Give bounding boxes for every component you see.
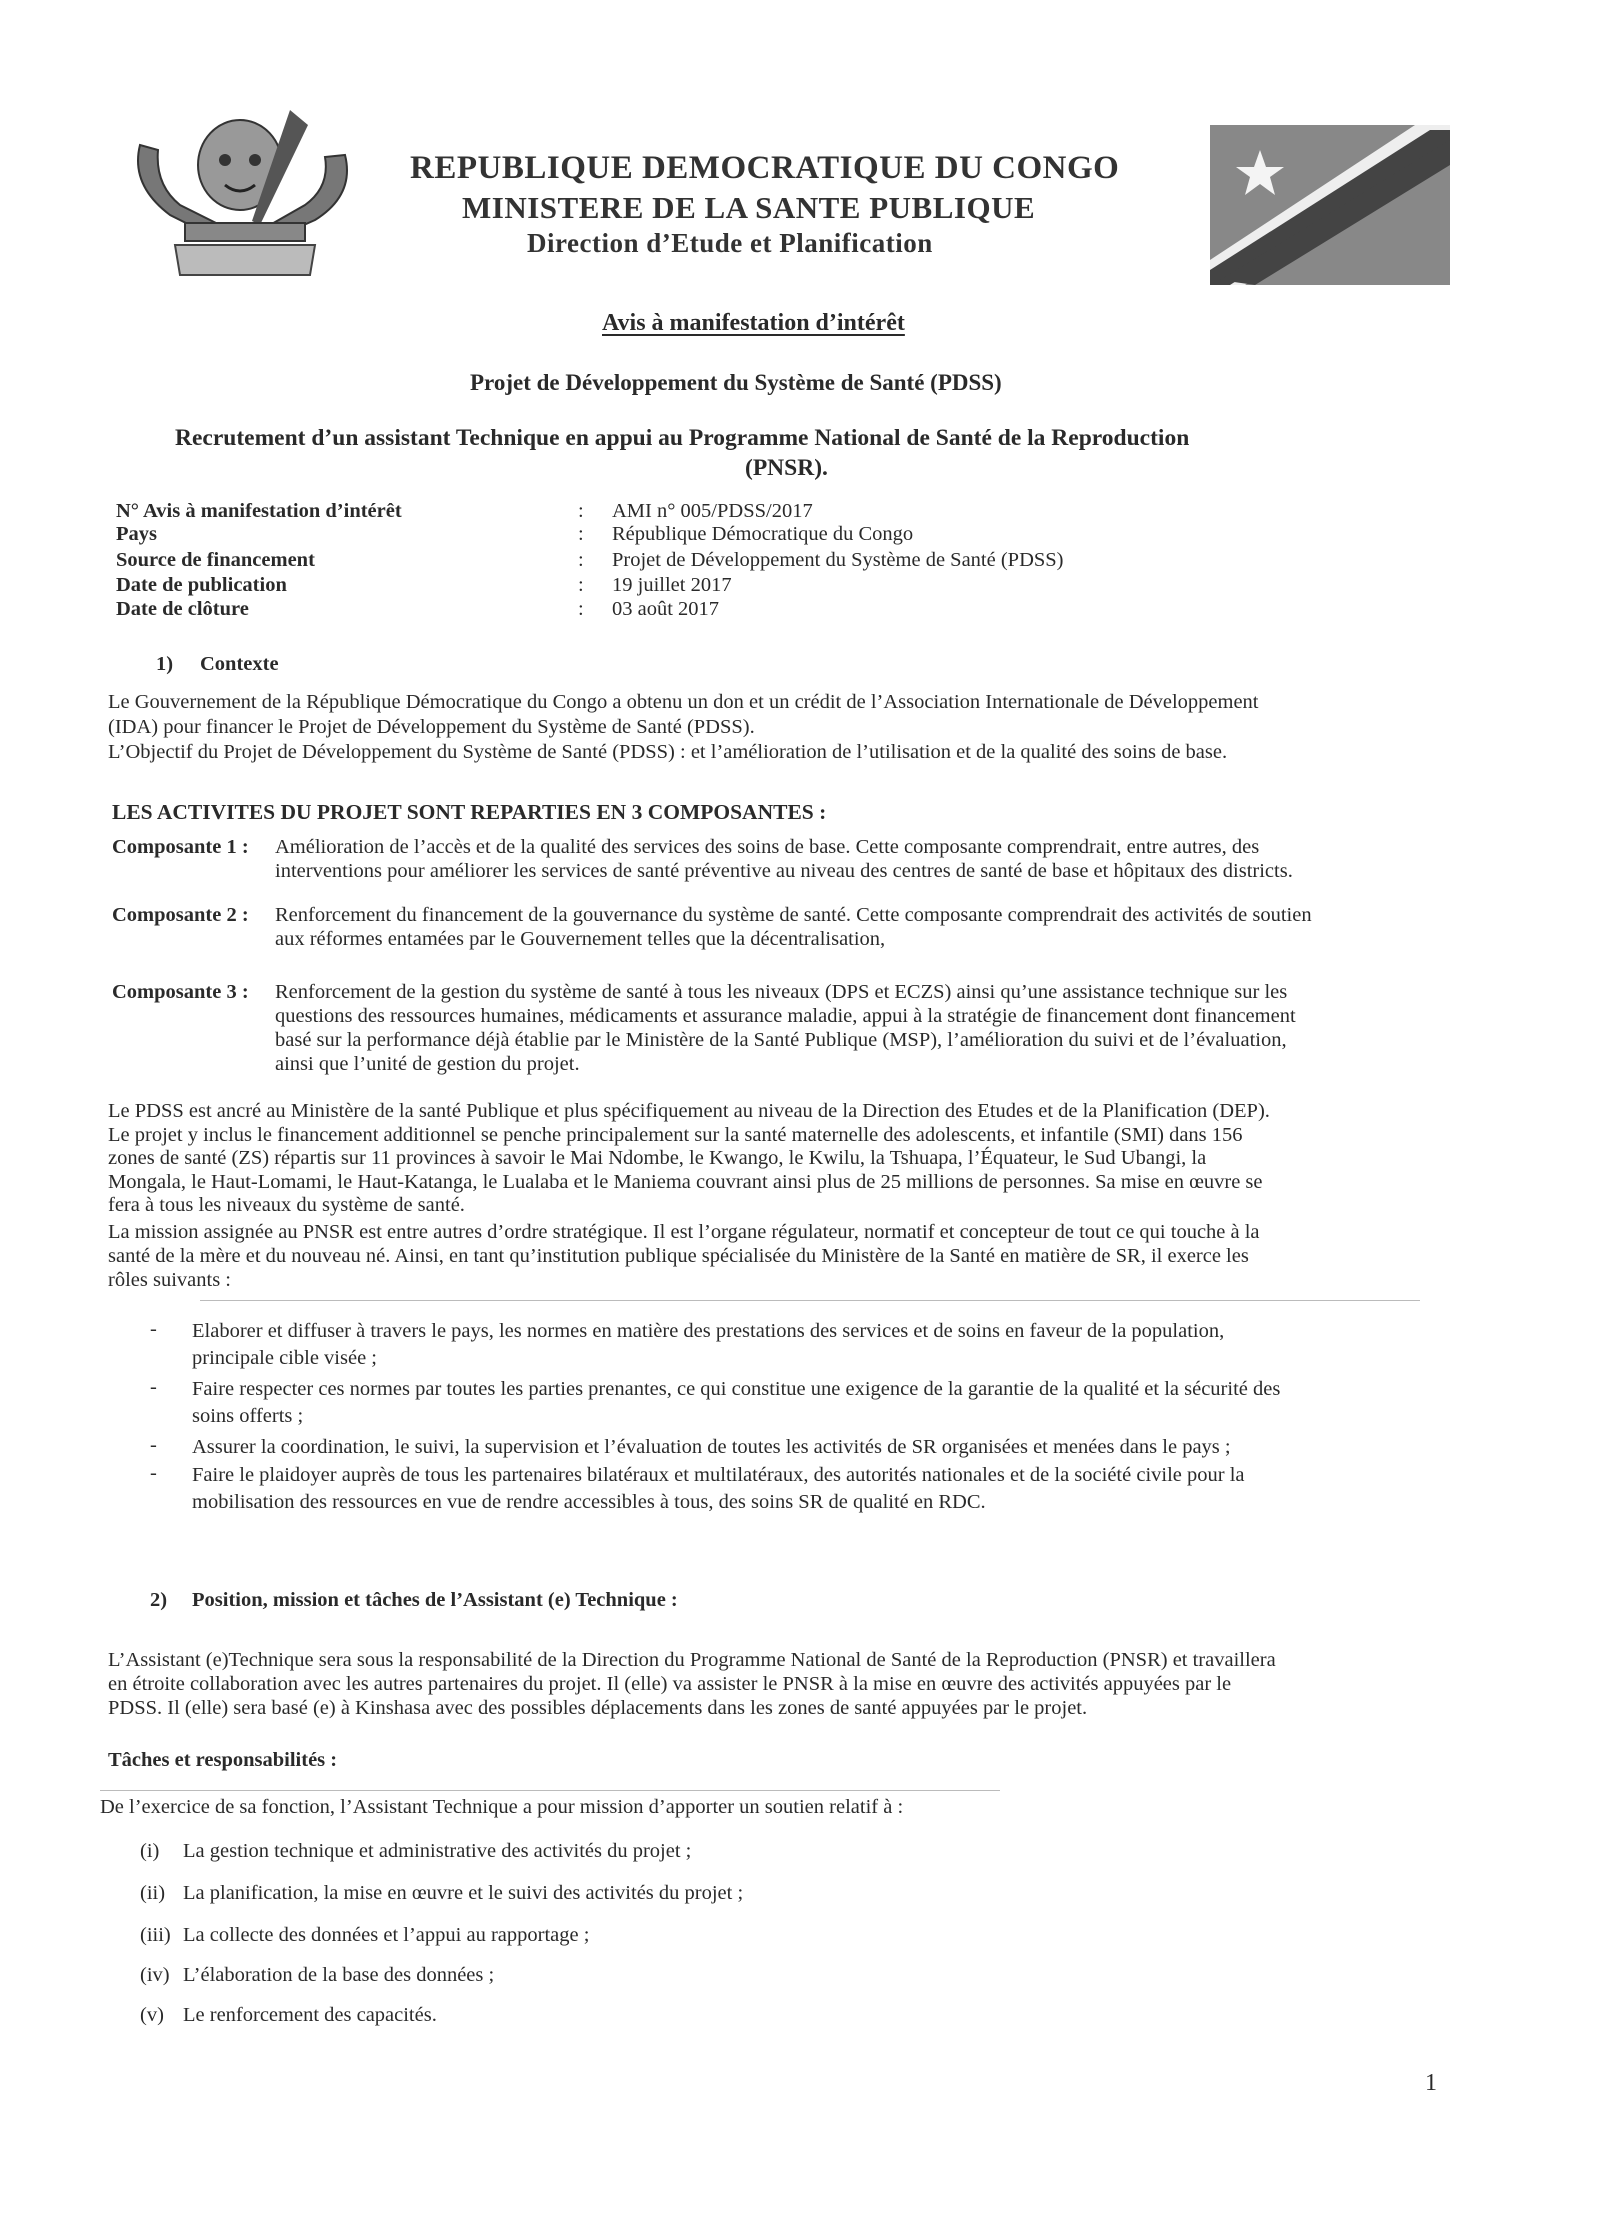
mission-line: rôles suivants : xyxy=(108,1269,231,1291)
component-label: Composante 2 : xyxy=(112,904,249,926)
header-country: REPUBLIQUE DEMOCRATIQUE DU CONGO xyxy=(410,150,1120,186)
bullet-dash: - xyxy=(150,1318,157,1340)
activities-heading: LES ACTIVITES DU PROJET SONT REPARTIES EN 3 COMPOSANTES : xyxy=(112,800,827,824)
drc-flag-icon xyxy=(1210,125,1450,285)
component-line: questions des ressources humaines, médicaments et assurance maladie, appui à la stratégie de financement dont financement xyxy=(275,1005,1296,1027)
info-colon: : xyxy=(578,523,584,545)
bullet-dash: - xyxy=(150,1462,157,1484)
task-text: La collecte des données et l’appui au rapportage ; xyxy=(183,1924,590,1946)
task-text: La gestion technique et administrative des activités du projet ; xyxy=(183,1840,692,1862)
task-number: (iii) xyxy=(140,1924,171,1946)
bullet-line: Faire le plaidoyer auprès de tous les partenaires bilatéraux et multilatéraux, des autorités nationales et de la société civile pour la xyxy=(192,1464,1245,1486)
bullet-item xyxy=(192,1318,1407,1372)
component-line: Amélioration de l’accès et de la qualité des services des soins de base. Cette composante comprendrait, entre autres, des xyxy=(275,836,1260,858)
page-number: 1 xyxy=(1425,2070,1437,2096)
mission-line: La mission assignée au PNSR est entre autres d’ordre stratégique. Il est l’organe régulateur, normatif et concepteur de tout ce qui touche à la xyxy=(108,1221,1260,1243)
bullet-line: Elaborer et diffuser à travers le pays, les normes en matière des prestations des services et de soins en faveur de la population, xyxy=(192,1320,1225,1342)
position-line: PDSS. Il (elle) sera basé (e) à Kinshasa avec des possibles déplacements dans les zones de santé appuyées par le projet. xyxy=(108,1697,1088,1719)
task-number: (iv) xyxy=(140,1964,170,1986)
pdss-paragraph xyxy=(108,1100,1408,1218)
position-paragraph xyxy=(108,1648,1408,1720)
bullet-line: mobilisation des ressources en vue de rendre accessibles à tous, des soins SR de qualité en RDC. xyxy=(192,1491,986,1513)
info-label: Date de publication xyxy=(116,574,287,596)
task-text: Le renforcement des capacités. xyxy=(183,2004,437,2026)
mission-paragraph xyxy=(108,1220,1408,1292)
pdss-line: zones de santé (ZS) répartis sur 11 provinces à savoir le Mai Ndombe, le Kwango, le Kwilu, la Tshuapa, l’Équateur, le Sud Ubangi, la xyxy=(108,1147,1207,1169)
pdss-line: Le PDSS est ancré au Ministère de la santé Publique et plus spécifiquement au niveau de la Direction des Etudes et de la Planification (DEP). xyxy=(108,1100,1270,1122)
bullet-line: principale cible visée ; xyxy=(192,1347,377,1369)
component-line: Renforcement de la gestion du système de santé à tous les niveaux (DPS et ECZS) ainsi qu’une assistance technique sur les xyxy=(275,981,1288,1003)
bullet-item xyxy=(192,1434,1407,1461)
info-value: Projet de Développement du Système de Santé (PDSS) xyxy=(612,549,1064,571)
component-label: Composante 3 : xyxy=(112,981,249,1003)
context-line: L’Objectif du Projet de Développement du Système de Santé (PDSS) : et l’amélioration de l’utilisation et de la qualité des soins de base. xyxy=(108,741,1228,763)
mission-line: santé de la mère et du nouveau né. Ainsi, en tant qu’institution publique spécialisée du Ministère de la Santé en matière de SR, il exerce les xyxy=(108,1245,1249,1267)
scan-artifact-line xyxy=(200,1300,1420,1301)
info-colon: : xyxy=(578,500,584,522)
header-direction: Direction d’Etude et Planification xyxy=(527,228,933,258)
scan-artifact-line xyxy=(100,1790,1000,1791)
info-label: N° Avis à manifestation d’intérêt xyxy=(116,500,402,522)
bullet-dash: - xyxy=(150,1376,157,1398)
section2-heading: Position, mission et tâches de l’Assistant (e) Technique : xyxy=(192,1589,678,1611)
info-label: Date de clôture xyxy=(116,598,249,620)
header-ministry: MINISTERE DE LA SANTE PUBLIQUE xyxy=(462,190,1036,225)
bullet-item xyxy=(192,1376,1407,1430)
info-colon: : xyxy=(578,574,584,596)
info-colon: : xyxy=(578,598,584,620)
task-number: (v) xyxy=(140,2004,164,2026)
tasks-intro: De l’exercice de sa fonction, l’Assistant Technique a pour mission d’apporter un soutien relatif à : xyxy=(100,1796,904,1818)
bullet-dash: - xyxy=(150,1434,157,1456)
pdss-line: Le projet y inclus le financement additionnel se penche principalement sur la santé maternelle des adolescents, et infantile (SMI) dans 156 xyxy=(108,1123,1243,1146)
context-paragraph xyxy=(108,690,1418,765)
component-text xyxy=(275,980,1410,1076)
section1-heading: Contexte xyxy=(200,653,279,675)
component-line: Renforcement du financement de la gouvernance du système de santé. Cette composante comprendrait des activités de soutien xyxy=(275,904,1312,926)
component-label: Composante 1 : xyxy=(112,836,249,858)
tasks-heading: Tâches et responsabilités : xyxy=(108,1749,338,1771)
section2-number: 2) xyxy=(150,1589,168,1611)
position-line: L’Assistant (e)Technique sera sous la responsabilité de la Direction du Programme National de Santé de la Reproduction (PNSR) et travaillera xyxy=(108,1649,1276,1671)
coat-of-arms-icon xyxy=(130,105,355,280)
component-line: basé sur la performance déjà établie par le Ministère de la Santé Publique (MSP), l’amélioration du suivi et de l’évaluation, xyxy=(275,1029,1287,1051)
component-line: ainsi que l’unité de gestion du projet. xyxy=(275,1053,580,1075)
section1-number: 1) xyxy=(156,653,174,675)
info-colon: : xyxy=(578,549,584,571)
task-number: (ii) xyxy=(140,1882,166,1904)
context-line: Le Gouvernement de la République Démocratique du Congo a obtenu un don et un crédit de l’Association Internationale de Développement xyxy=(108,691,1259,713)
bullet-item xyxy=(192,1462,1407,1516)
bullet-line: soins offerts ; xyxy=(192,1405,304,1427)
task-text: L’élaboration de la base des données ; xyxy=(183,1964,495,1986)
info-value: 19 juillet 2017 xyxy=(612,574,732,596)
pdss-line: Mongala, le Haut-Lomami, le Haut-Katanga, le Lualaba et le Maniema couvrant ainsi plus de 25 millions de personnes. Sa mise en œuvre se xyxy=(108,1170,1263,1193)
component-line: interventions pour améliorer les services de santé préventive au niveau des centres de santé de base et hôpitaux des districts. xyxy=(275,860,1293,882)
component-line: aux réformes entamées par le Gouvernement telles que la décentralisation, xyxy=(275,928,886,950)
info-label: Source de financement xyxy=(116,549,315,571)
info-label: Pays xyxy=(116,523,157,545)
pdss-line: fera à tous les niveaux du système de santé. xyxy=(108,1194,465,1216)
recruitment-title-line2: (PNSR). xyxy=(745,455,828,481)
info-value: 03 août 2017 xyxy=(612,598,720,620)
context-line: (IDA) pour financer le Projet de Développement du Système de Santé (PDSS). xyxy=(108,716,755,738)
task-text: La planification, la mise en œuvre et le suivi des activités du projet ; xyxy=(183,1882,744,1904)
component-text xyxy=(275,903,1410,951)
bullet-line: Assurer la coordination, le suivi, la supervision et l’évaluation de toutes les activités de SR organisées et menées dans le pays ; xyxy=(192,1436,1231,1458)
bullet-line: Faire respecter ces normes par toutes les parties prenantes, ce qui constitue une exigence de la garantie de la qualité et la sécurité des xyxy=(192,1378,1281,1400)
notice-title: Avis à manifestation d’intérêt xyxy=(602,310,905,336)
info-value: AMI n° 005/PDSS/2017 xyxy=(612,500,813,522)
project-title: Projet de Développement du Système de Santé (PDSS) xyxy=(470,370,1002,395)
task-number: (i) xyxy=(140,1840,160,1862)
recruitment-title-line1: Recrutement d’un assistant Technique en appui au Programme National de Santé de la Reproduction xyxy=(175,425,1190,451)
info-value: République Démocratique du Congo xyxy=(612,523,914,545)
position-line: en étroite collaboration avec les autres partenaires du projet. Il (elle) va assister le PNSR à la mise en œuvre des activités appuyées par le xyxy=(108,1673,1232,1695)
component-text xyxy=(275,835,1410,883)
